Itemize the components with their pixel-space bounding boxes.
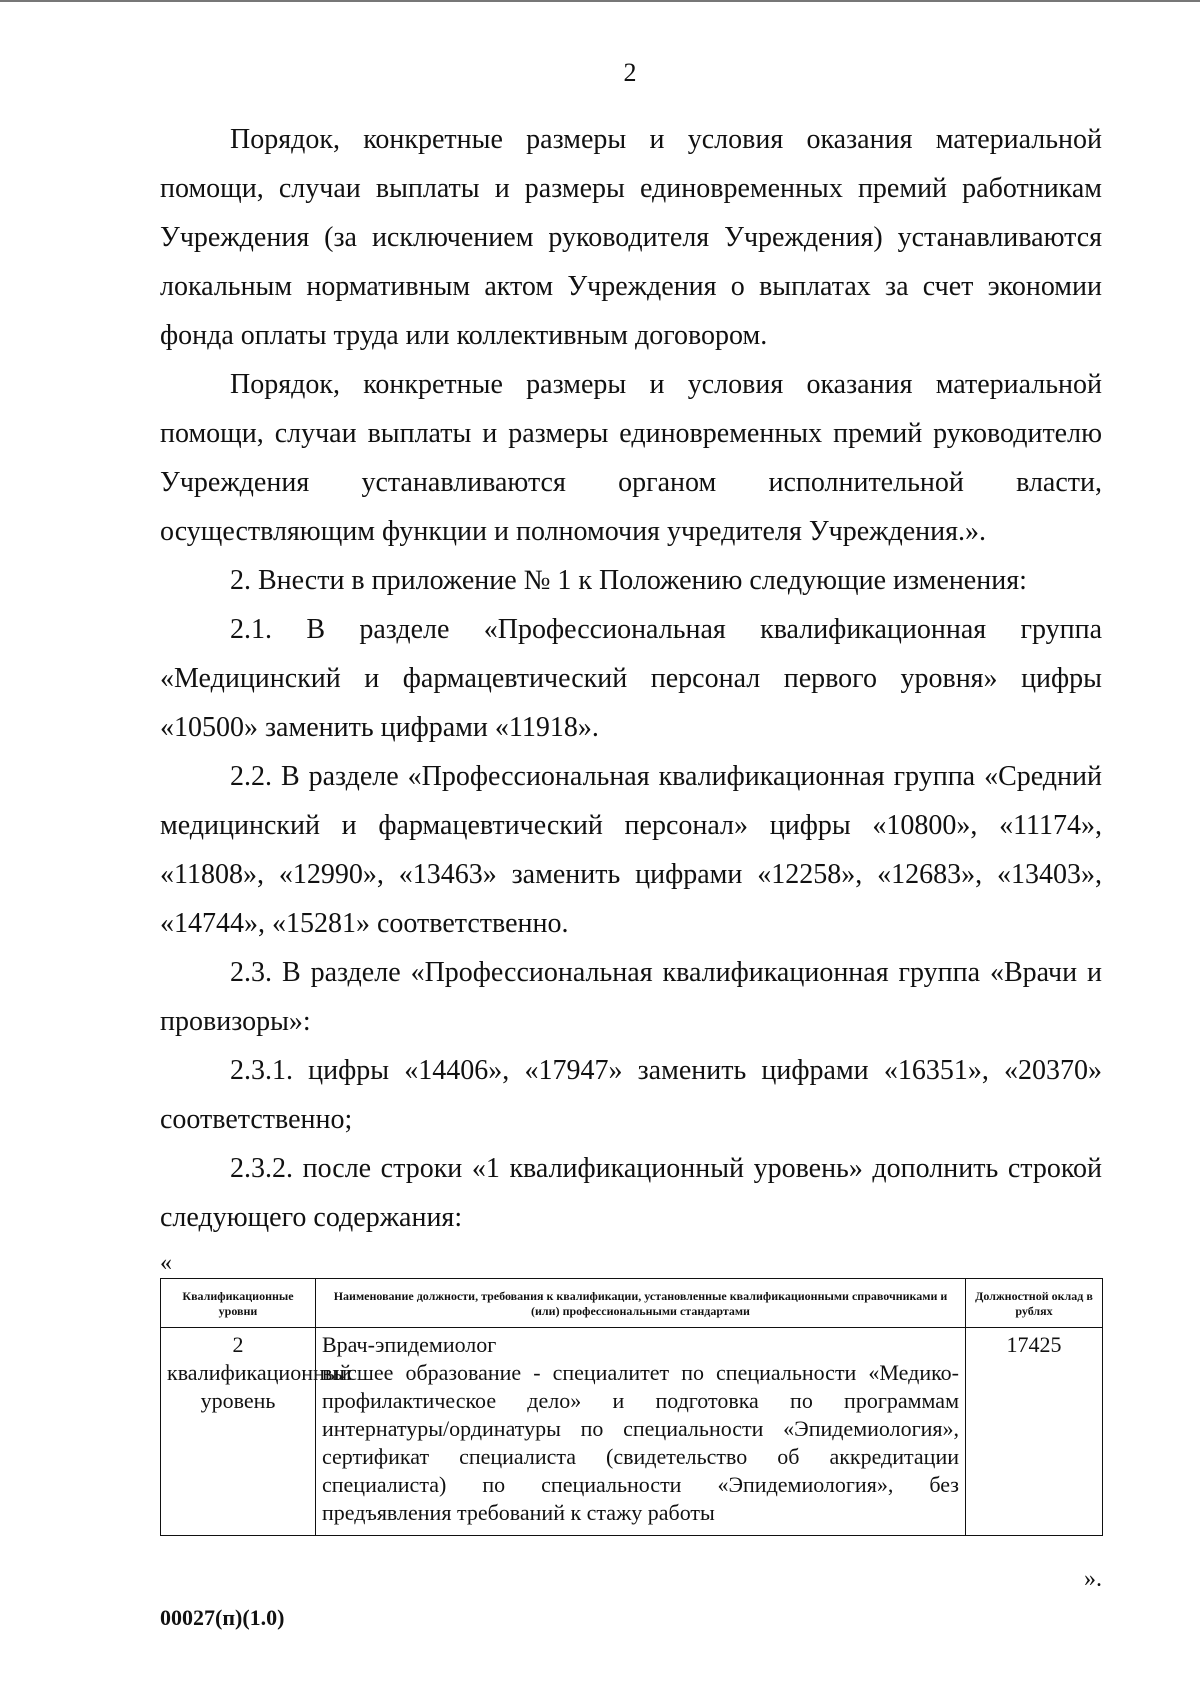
quote-open-mark: « <box>160 1250 172 1276</box>
cell-position-description <box>316 1328 966 1536</box>
paragraph-item-2-3-1: 2.3.1. цифры «14406», «17947» заменить цифрами «16351», «20370» соответственно; <box>160 1055 1102 1135</box>
header-salary: Должностной оклад в рублях <box>966 1279 1103 1328</box>
page-number: 2 <box>623 58 637 87</box>
amendment-table <box>160 1278 1103 1536</box>
paragraph-item-2-2: 2.2. В разделе «Профессиональная квалификационная группа «Средний медицинский и фармацевтический персонал» цифры «10800», «11174», «11808», «12990», «13463» заменить цифрами «12258», «12683», «13403», «14744», «15281» соответственно. <box>160 761 1102 939</box>
paragraph-item-2: 2. Внести в приложение № 1 к Положению следующие изменения: <box>230 565 1027 596</box>
table-header-row <box>161 1279 1103 1328</box>
quote-close-mark: ». <box>1084 1566 1102 1592</box>
paragraph-material-aid-workers: Порядок, конкретные размеры и условия оказания материальной помощи, случаи выплаты и размеры единовременных премий работникам Учреждения (за исключением руководителя Учреждения) устанавливаются локальным нормативным актом Учреждения о выплатах за счет экономии фонда оплаты труда или коллективным договором. <box>160 124 1102 351</box>
header-qualification-levels: Квалификационные уровни <box>161 1279 316 1328</box>
position-title: Врач-эпидемиолог <box>322 1332 497 1357</box>
paragraph-item-2-3-2: 2.3.2. после строки «1 квалификационный уровень» дополнить строкой следующего содержания: <box>160 1153 1102 1233</box>
page-top-border <box>0 0 1200 2</box>
table-row <box>161 1328 1103 1536</box>
document-body <box>160 115 1102 1242</box>
cell-qualification-level: 2 квалификационный уровень <box>161 1328 316 1536</box>
paragraph-item-2-1: 2.1. В разделе «Профессиональная квалификационная группа «Медицинский и фармацевтический персонал первого уровня» цифры «10500» заменить цифрами «11918». <box>160 614 1102 743</box>
cell-salary: 17425 <box>966 1328 1103 1536</box>
document-code: 00027(п)(1.0) <box>160 1605 285 1630</box>
position-requirements: высшее образование - специалитет по специальности «Медико-профилактическое дело» и подготовка по программам интернатуры/ординатуры по специальности «Эпидемиология», сертификат специалиста (свидетельство об аккредитации специалиста) по специальности «Эпидемиология», без предъявления требований к стажу работы <box>322 1360 959 1525</box>
header-position-requirements: Наименование должности, требования к квалификации, установленные квалификационными справочниками и (или) профессиональными стандартами <box>316 1279 966 1328</box>
paragraph-material-aid-head: Порядок, конкретные размеры и условия оказания материальной помощи, случаи выплаты и размеры единовременных премий руководителю Учреждения устанавливаются органом исполнительной власти, осуществляющим функции и полномочия учредителя Учреждения.». <box>160 369 1102 547</box>
paragraph-item-2-3: 2.3. В разделе «Профессиональная квалификационная группа «Врачи и провизоры»: <box>160 957 1102 1037</box>
